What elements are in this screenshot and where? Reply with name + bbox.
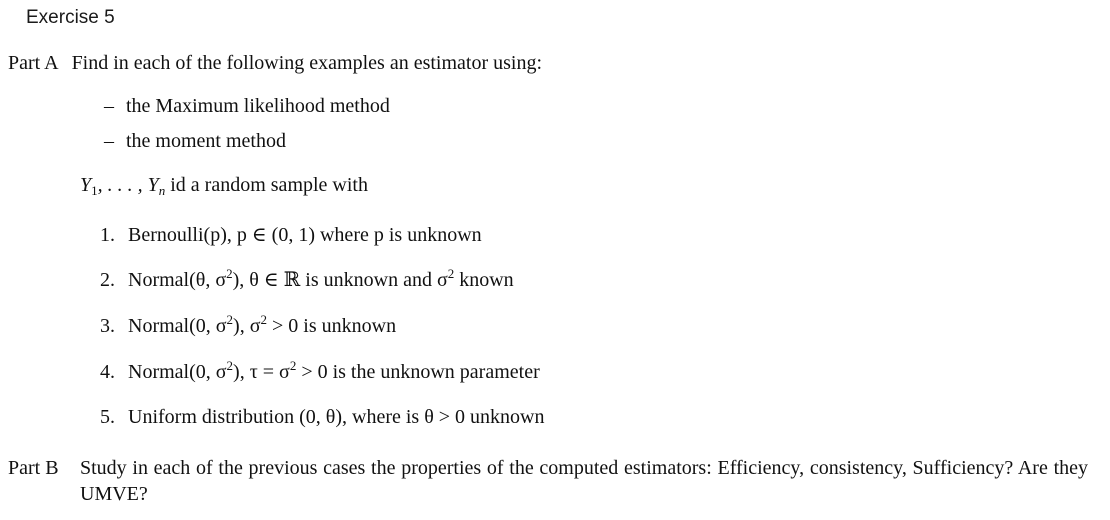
method-text: the Maximum likelihood method xyxy=(126,95,390,117)
example-item-4: 4. Normal(0, $\sigma^2$), $\tau = \sigma^2 > 0$ is the unknown parameter xyxy=(100,358,540,383)
item-number: 3. xyxy=(100,315,115,337)
part-b-label: Part B xyxy=(8,457,59,479)
part-b-text: Study in each of the previous cases the properties of the computed estimators: Efficiency, consistency, Sufficiency? Are they UMVE? xyxy=(80,457,1088,505)
example-item-3: 3. Normal(0, $\sigma^2$), $\sigma^2 > 0$ is unknown xyxy=(100,312,397,337)
item-number: 1. xyxy=(100,224,115,246)
method-text: the moment method xyxy=(126,130,286,152)
example-item-2: 2. Normal(θ, $\sigma^2$), θ ∈ ℝ is unknown and $\sigma^2$ known xyxy=(100,266,514,291)
item-text: Bernoulli(p), p ∈ (0, 1) where p is unknown xyxy=(128,224,482,246)
example-item-1 xyxy=(100,222,482,248)
item-number: 4. xyxy=(100,361,115,383)
part-a-intro xyxy=(8,50,542,76)
dash-bullet: – xyxy=(104,130,114,152)
method-item-2 xyxy=(104,128,286,154)
part-b xyxy=(8,455,1088,507)
item-number: 2. xyxy=(100,269,115,291)
item-number: 5. xyxy=(100,406,115,428)
exercise-title: Exercise 5 xyxy=(26,7,115,28)
example-item-5 xyxy=(100,404,545,430)
sample-statement: $Y_1$, . . . , $Y_n$ id a random sample with xyxy=(80,174,368,198)
dash-bullet: – xyxy=(104,95,114,117)
part-a-label: Part A xyxy=(8,52,59,74)
method-item-1 xyxy=(104,93,390,119)
part-a-text: Find in each of the following examples an estimator using: xyxy=(71,52,543,74)
item-text: Uniform distribution (0, θ), where is θ > 0 unknown xyxy=(128,406,545,428)
